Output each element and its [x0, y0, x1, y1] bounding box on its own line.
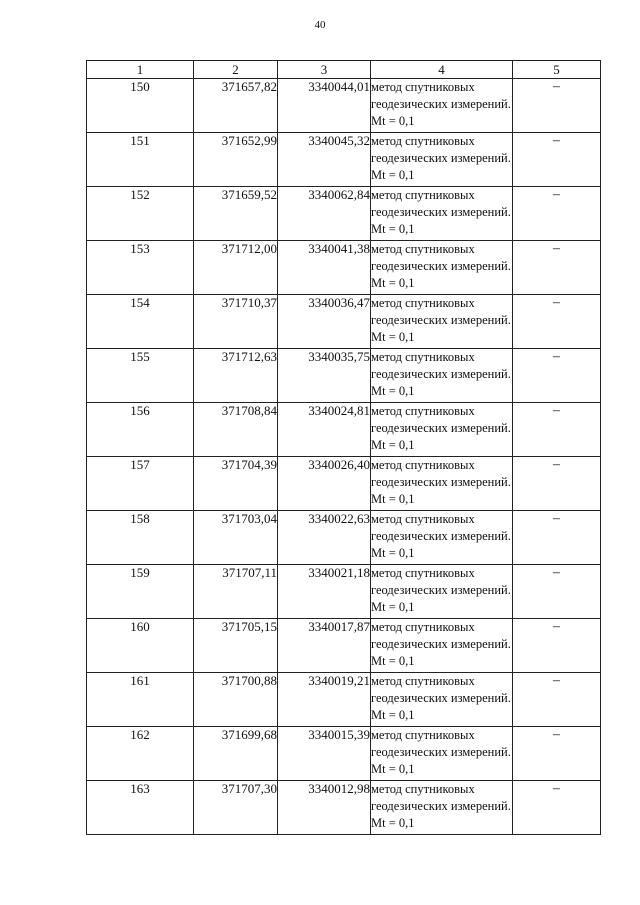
page-number: 40 — [314, 19, 326, 31]
x-coordinate-cell: 371659,52 — [194, 187, 278, 241]
y-coordinate-cell: 3340021,18 — [278, 565, 371, 619]
point-number-cell: 159 — [87, 565, 194, 619]
table-row — [87, 457, 601, 511]
method-cell: метод спутниковых геодезических измерений. Mt = 0,1 — [371, 349, 513, 403]
note-cell: – — [513, 187, 601, 241]
note-cell: – — [513, 457, 601, 511]
point-number-cell: 160 — [87, 619, 194, 673]
x-coordinate-cell: 371705,15 — [194, 619, 278, 673]
note-cell: – — [513, 403, 601, 457]
y-coordinate-cell: 3340036,47 — [278, 295, 371, 349]
x-coordinate-cell: 371700,88 — [194, 673, 278, 727]
method-cell: метод спутниковых геодезических измерений. Mt = 0,1 — [371, 619, 513, 673]
method-cell: метод спутниковых геодезических измерений. Mt = 0,1 — [371, 511, 513, 565]
method-cell: метод спутниковых геодезических измерений. Mt = 0,1 — [371, 403, 513, 457]
y-coordinate-cell: 3340041,38 — [278, 241, 371, 295]
method-cell: метод спутниковых геодезических измерений. Mt = 0,1 — [371, 565, 513, 619]
x-coordinate-cell: 371652,99 — [194, 133, 278, 187]
coordinates-table — [86, 60, 601, 835]
note-cell: – — [513, 565, 601, 619]
table-row — [87, 295, 601, 349]
x-coordinate-cell: 371703,04 — [194, 511, 278, 565]
method-cell: метод спутниковых геодезических измерений. Mt = 0,1 — [371, 133, 513, 187]
note-cell: – — [513, 727, 601, 781]
point-number-cell: 162 — [87, 727, 194, 781]
x-coordinate-cell: 371712,63 — [194, 349, 278, 403]
method-cell: метод спутниковых геодезических измерений. Mt = 0,1 — [371, 727, 513, 781]
note-cell: – — [513, 295, 601, 349]
point-number-cell: 163 — [87, 781, 194, 835]
table-header-row — [87, 61, 601, 79]
x-coordinate-cell: 371712,00 — [194, 241, 278, 295]
note-cell: – — [513, 511, 601, 565]
table-row — [87, 619, 601, 673]
table-row — [87, 727, 601, 781]
y-coordinate-cell: 3340044,01 — [278, 79, 371, 133]
header-col-4: 4 — [371, 61, 513, 79]
note-cell: – — [513, 349, 601, 403]
table-row — [87, 511, 601, 565]
method-cell: метод спутниковых геодезических измерений. Mt = 0,1 — [371, 781, 513, 835]
x-coordinate-cell: 371708,84 — [194, 403, 278, 457]
y-coordinate-cell: 3340022,63 — [278, 511, 371, 565]
note-cell: – — [513, 241, 601, 295]
note-cell: – — [513, 781, 601, 835]
point-number-cell: 161 — [87, 673, 194, 727]
y-coordinate-cell: 3340045,32 — [278, 133, 371, 187]
header-col-2: 2 — [194, 61, 278, 79]
table-row — [87, 565, 601, 619]
y-coordinate-cell: 3340035,75 — [278, 349, 371, 403]
point-number-cell: 158 — [87, 511, 194, 565]
table-row — [87, 187, 601, 241]
y-coordinate-cell: 3340017,87 — [278, 619, 371, 673]
note-cell: – — [513, 79, 601, 133]
point-number-cell: 157 — [87, 457, 194, 511]
point-number-cell: 152 — [87, 187, 194, 241]
x-coordinate-cell: 371704,39 — [194, 457, 278, 511]
method-cell: метод спутниковых геодезических измерений. Mt = 0,1 — [371, 295, 513, 349]
table-row — [87, 241, 601, 295]
method-cell: метод спутниковых геодезических измерений. Mt = 0,1 — [371, 79, 513, 133]
header-col-3: 3 — [278, 61, 371, 79]
point-number-cell: 153 — [87, 241, 194, 295]
table-row — [87, 673, 601, 727]
y-coordinate-cell: 3340026,40 — [278, 457, 371, 511]
method-cell: метод спутниковых геодезических измерений. Mt = 0,1 — [371, 673, 513, 727]
note-cell: – — [513, 133, 601, 187]
point-number-cell: 156 — [87, 403, 194, 457]
point-number-cell: 151 — [87, 133, 194, 187]
x-coordinate-cell: 371710,37 — [194, 295, 278, 349]
method-cell: метод спутниковых геодезических измерений. Mt = 0,1 — [371, 241, 513, 295]
x-coordinate-cell: 371707,11 — [194, 565, 278, 619]
header-col-1: 1 — [87, 61, 194, 79]
y-coordinate-cell: 3340012,98 — [278, 781, 371, 835]
y-coordinate-cell: 3340062,84 — [278, 187, 371, 241]
point-number-cell: 155 — [87, 349, 194, 403]
y-coordinate-cell: 3340015,39 — [278, 727, 371, 781]
table-row — [87, 79, 601, 133]
y-coordinate-cell: 3340019,21 — [278, 673, 371, 727]
x-coordinate-cell: 371707,30 — [194, 781, 278, 835]
method-cell: метод спутниковых геодезических измерений. Mt = 0,1 — [371, 457, 513, 511]
table-row — [87, 403, 601, 457]
note-cell: – — [513, 673, 601, 727]
x-coordinate-cell: 371657,82 — [194, 79, 278, 133]
point-number-cell: 154 — [87, 295, 194, 349]
y-coordinate-cell: 3340024,81 — [278, 403, 371, 457]
table-row — [87, 349, 601, 403]
x-coordinate-cell: 371699,68 — [194, 727, 278, 781]
table-row — [87, 133, 601, 187]
note-cell: – — [513, 619, 601, 673]
header-col-5: 5 — [513, 61, 601, 79]
table-body — [87, 79, 601, 835]
point-number-cell: 150 — [87, 79, 194, 133]
method-cell: метод спутниковых геодезических измерений. Mt = 0,1 — [371, 187, 513, 241]
table-row — [87, 781, 601, 835]
